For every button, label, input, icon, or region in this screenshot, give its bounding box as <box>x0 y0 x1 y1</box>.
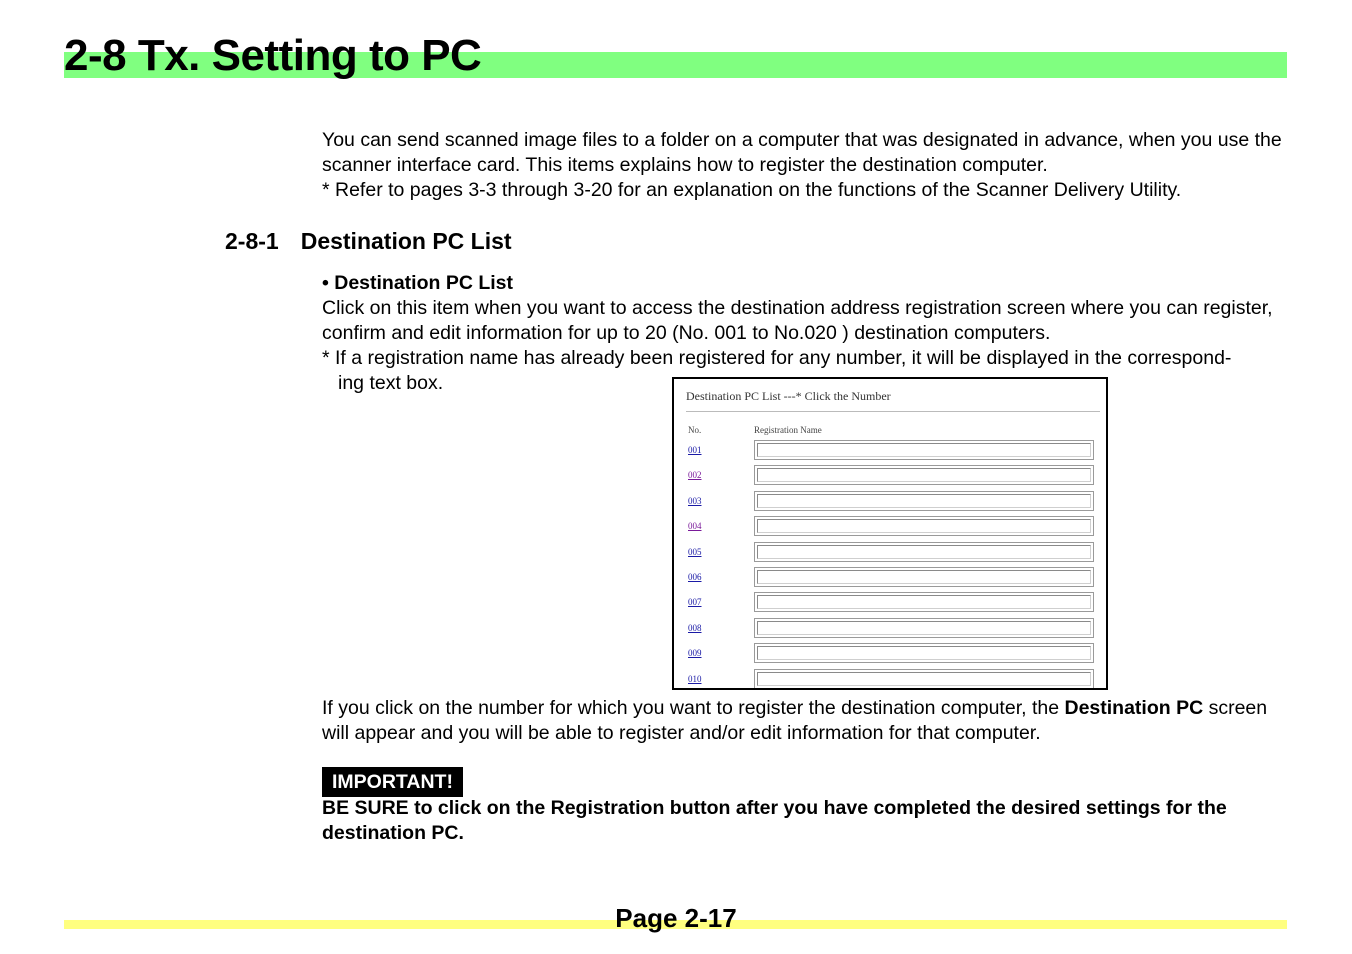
destination-number-link[interactable]: 009 <box>688 648 702 659</box>
item-note-line1: * If a registration name has already been registered for any number, it will be displayed in the correspond- <box>322 347 1232 369</box>
destination-number-link[interactable]: 007 <box>688 597 702 608</box>
destination-row <box>674 591 1106 616</box>
registration-name-field[interactable] <box>754 669 1094 689</box>
item-description: Click on this item when you want to access the destination address registration screen where you can register, confirm and edit information for up to 20 (No. 001 to No.020 ) destination computers. <box>322 297 1273 344</box>
destination-row <box>674 515 1106 540</box>
destination-row <box>674 490 1106 515</box>
destination-number-link[interactable]: 006 <box>688 571 702 582</box>
screenshot-divider <box>686 411 1100 412</box>
after-text <box>322 696 1282 746</box>
column-header-registration-name: Registration Name <box>754 425 822 435</box>
intro-text: You can send scanned image files to a folder on a computer that was designated in advance, when you use the scanner interface card. This items explains how to register the destination computer. <box>322 129 1282 176</box>
registration-name-field[interactable] <box>754 592 1094 612</box>
destination-rows <box>674 439 1106 690</box>
registration-name-field[interactable] <box>754 542 1094 562</box>
intro-paragraph <box>322 128 1282 203</box>
destination-number-link[interactable]: 003 <box>688 495 702 506</box>
destination-number-link[interactable]: 008 <box>688 622 702 633</box>
page-title: 2-8 Tx. Setting to PC <box>64 31 482 80</box>
registration-name-field[interactable] <box>754 516 1094 536</box>
destination-number-link[interactable]: 001 <box>688 445 702 455</box>
bullet-title: • Destination PC List <box>322 272 514 294</box>
important-text: BE SURE to click on the Registration button after you have completed the desired settings for the destination PC. <box>322 797 1227 844</box>
registration-name-field[interactable] <box>754 618 1094 638</box>
important-badge: IMPORTANT! <box>322 767 463 797</box>
registration-name-field[interactable] <box>754 465 1094 485</box>
intro-note: * Refer to pages 3-3 through 3-20 for an explanation on the functions of the Scanner Delivery Utility. <box>322 179 1182 201</box>
destination-row <box>674 464 1106 489</box>
destination-row <box>674 617 1106 642</box>
registration-name-field[interactable] <box>754 440 1094 460</box>
destination-row <box>674 642 1106 667</box>
section-heading <box>225 227 512 255</box>
after-screenshot-paragraph <box>322 696 1282 746</box>
registration-name-field[interactable] <box>754 643 1094 663</box>
page-number: Page 2-17 <box>615 903 737 933</box>
destination-number-link[interactable]: 004 <box>688 521 702 532</box>
item-note-line2: ing text box. <box>338 372 444 394</box>
screenshot-title: Destination PC List ---* Click the Number <box>686 389 891 403</box>
registration-name-field[interactable] <box>754 491 1094 511</box>
registration-name-field[interactable] <box>754 567 1094 587</box>
destination-number-link[interactable]: 005 <box>688 546 702 557</box>
section-number: 2-8-1 <box>225 228 279 254</box>
destination-row <box>674 541 1106 566</box>
destination-pc-list-screenshot <box>672 377 1108 690</box>
after-text-bold: Destination PC <box>1064 697 1204 719</box>
destination-row <box>674 668 1106 690</box>
column-header-no: No. <box>688 425 702 435</box>
after-text-start: If you click on the number for which you want to register the destination computer, the <box>322 697 1065 719</box>
destination-row <box>674 566 1106 591</box>
destination-number-link[interactable]: 010 <box>688 673 702 684</box>
section-title: Destination PC List <box>300 228 512 254</box>
destination-number-link[interactable]: 002 <box>688 470 702 481</box>
after-text-end: screen will appear and you will be able to register and/or edit information for that computer. <box>322 697 1268 744</box>
destination-row <box>674 439 1106 464</box>
